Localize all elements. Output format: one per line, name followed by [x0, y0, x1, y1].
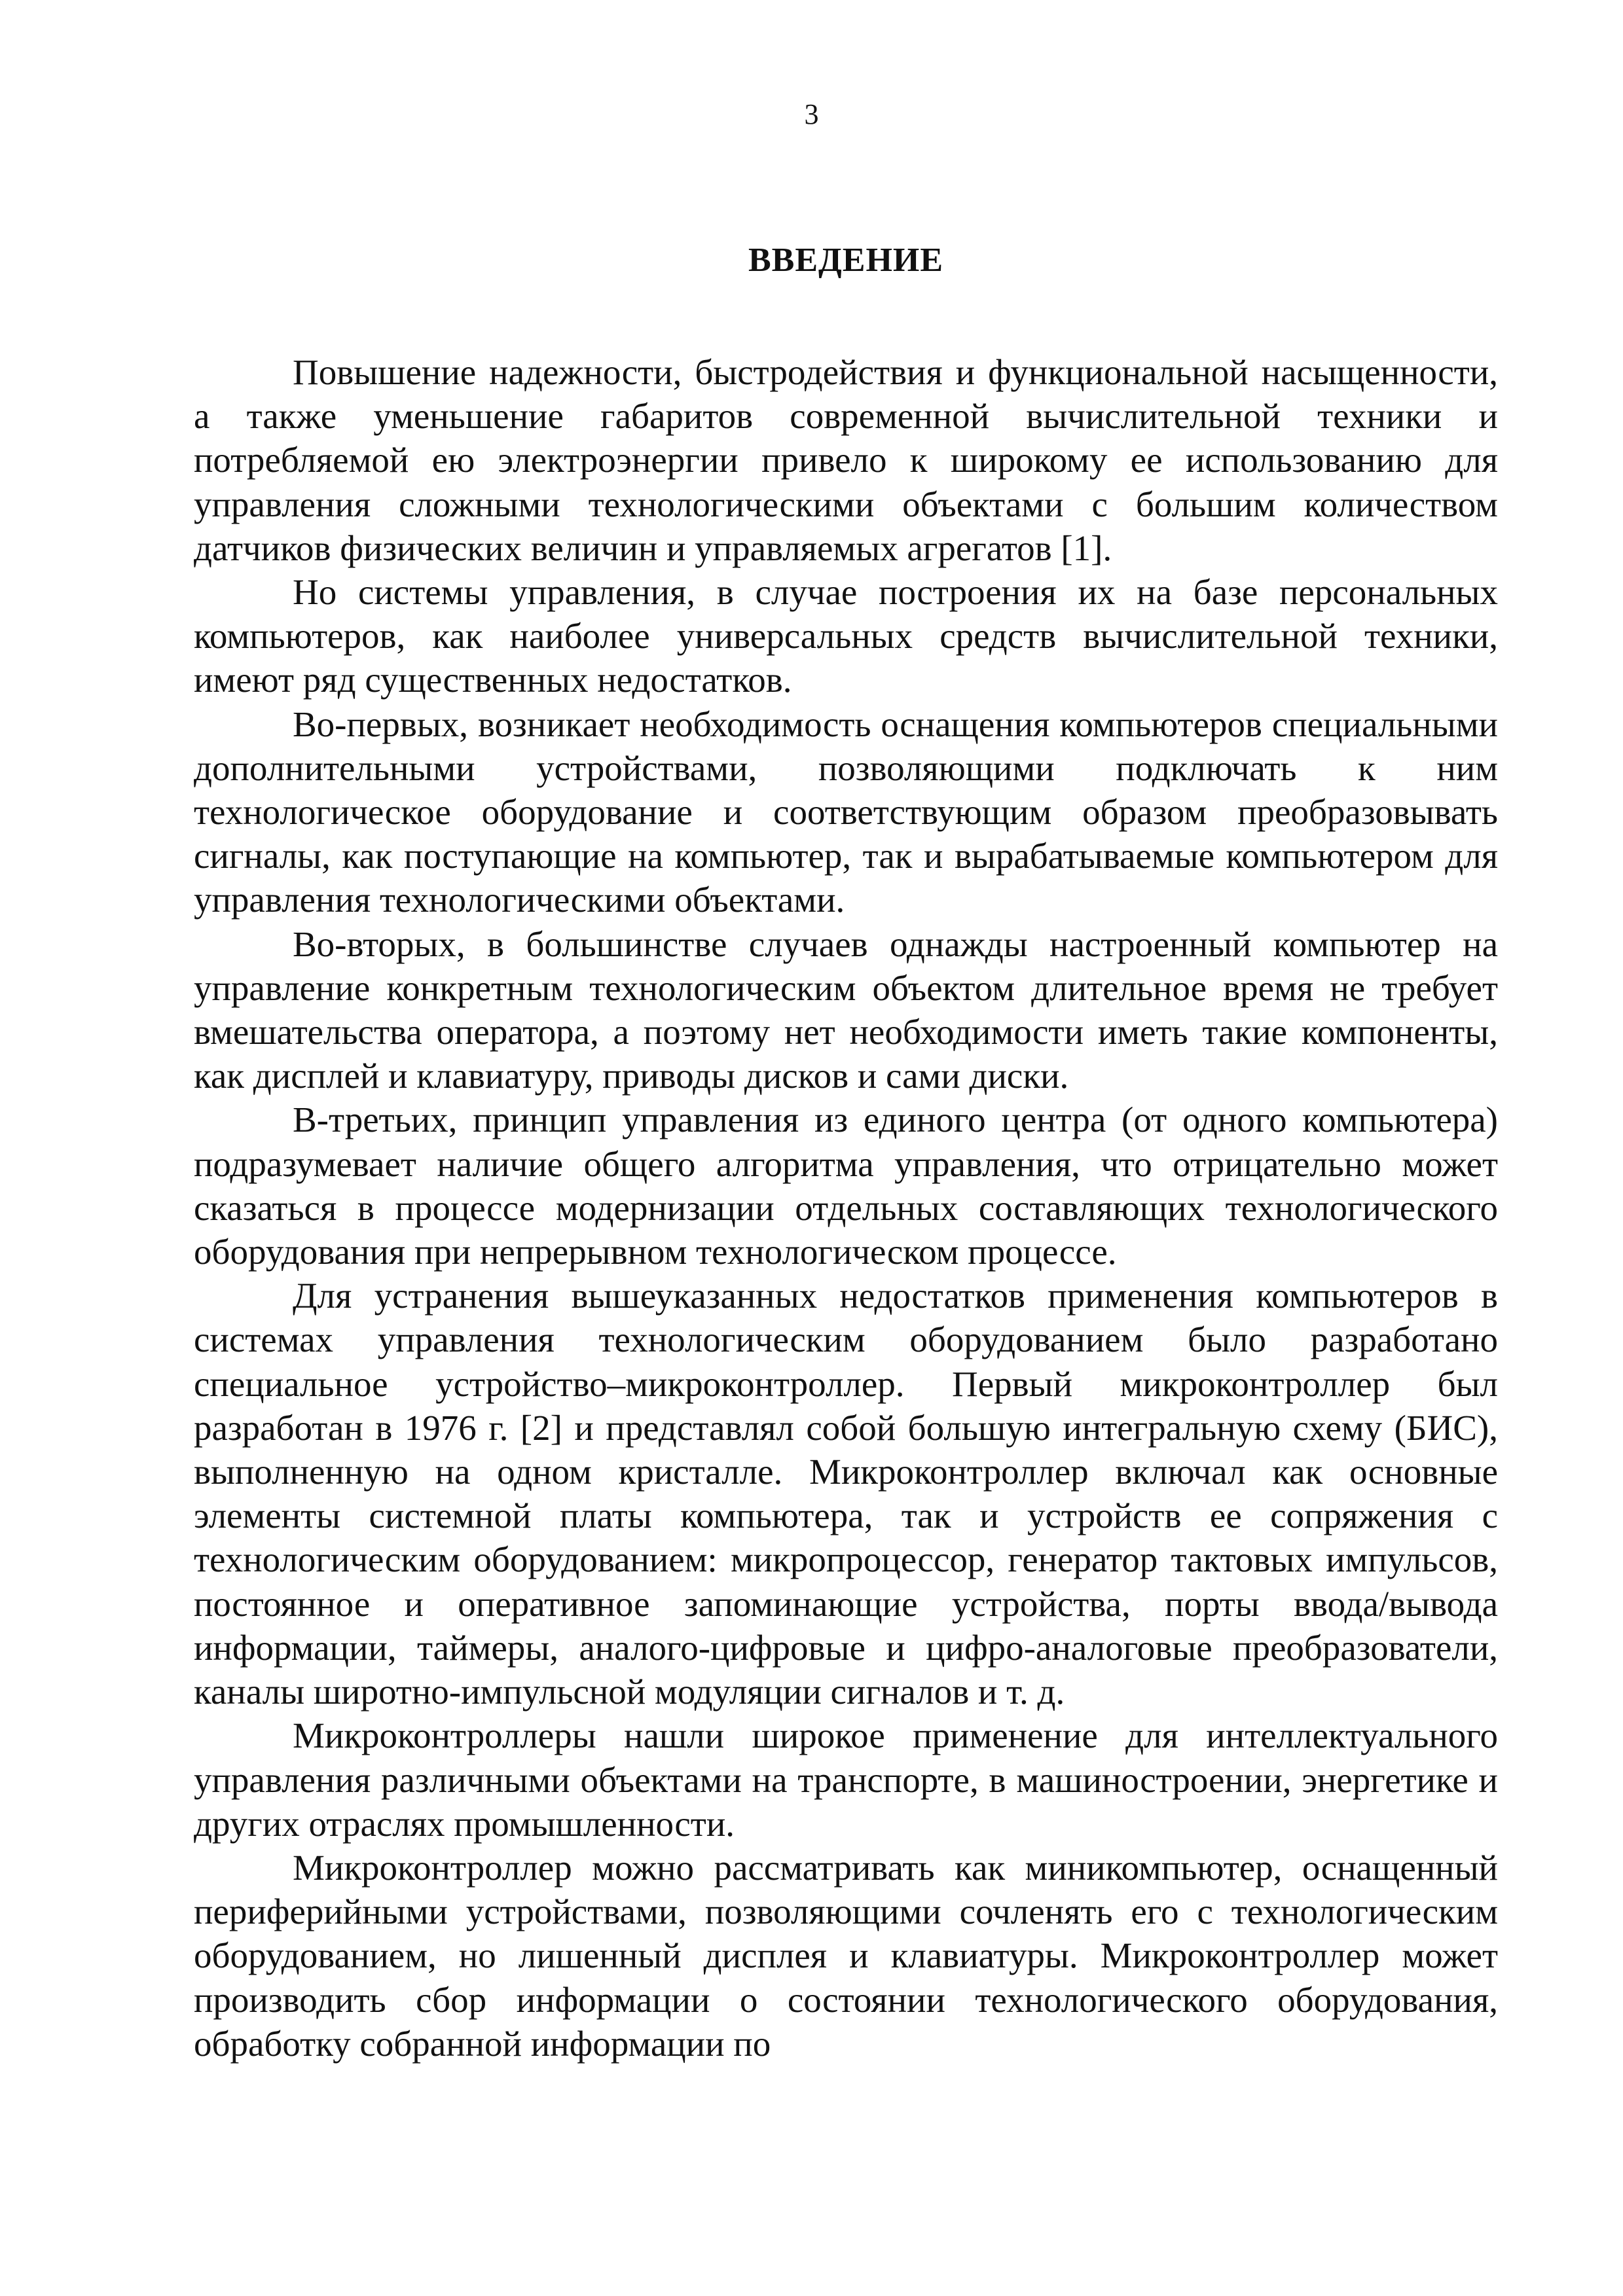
document-body: [194, 239, 1498, 2066]
paragraph-1: Повышение надежности, быстродействия и функциональной насыщенности, а также уменьшение габаритов современной вычислительной техники и потребляемой ею электроэнергии привело к широкому ее использованию для управления сложными технологическими объектами с большим количеством датчиков физических величин и управляемых агрегатов [1].: [194, 352, 1498, 568]
paragraph-4: Во-вторых, в большинстве случаев однажды настроенный компьютер на управление конкретным технологическим объектом длительное время не требует вмешательства оператора, а поэтому нет необходимости иметь такие компоненты, как дисплей и клавиатуру, приводы дисков и сами диски.: [194, 924, 1498, 1096]
paragraph-6: Для устранения вышеуказанных недостатков применения компьютеров в системах управления технологическим оборудованием было разработано специальное устройство–микроконтроллер. Первый микроконтроллер был разработан в 1976 г. [2] и представлял собой большую интегральную схему (БИС), выполненную на одном кристалле. Микроконтроллер включал как основные элементы системной платы компьютера, так и устройств ее сопряжения с технологическим оборудованием: микропроцессор, генератор тактовых импульсов, постоянное и оперативное запоминающие устройства, порты ввода/вывода информации, таймеры, аналого-цифровые и цифро-аналоговые преобразователи, каналы широтно-импульсной модуляции сигналов и т. д.: [194, 1276, 1498, 1712]
page-number: 3: [804, 98, 819, 130]
paragraph-5: В-третьих, принцип управления из единого центра (от одного компьютера) подразумевает наличие общего алгоритма управления, что отрицательно может сказаться в процессе модернизации отдельных составляющих технологического оборудования при непрерывном технологическом процессе.: [194, 1100, 1498, 1272]
section-title: ВВЕДЕНИЕ: [748, 242, 944, 279]
paragraph-8: Микроконтроллер можно рассматривать как миникомпьютер, оснащенный периферийными устройствами, позволяющими сочленять его с технологическим оборудованием, но лишенный дисплея и клавиатуры. Микроконтроллер может производить сбор информации о состоянии технологического оборудования, обработку собранной информации по: [194, 1847, 1498, 2064]
paragraph-7: Микроконтроллеры нашли широкое применение для интеллектуального управления различными объектами на транспорте, в машиностроении, энергетике и других отраслях промышленности.: [194, 1715, 1498, 1844]
paragraph-3: Во-первых, возникает необходимость оснащения компьютеров специальными дополнительными устройствами, позволяющими подключать к ним технологическое оборудование и соответствующим образом преобразовывать сигналы, как поступающие на компьютер, так и вырабатываемые компьютером для управления технологическими объектами.: [194, 704, 1498, 920]
paragraph-2: Но системы управления, в случае построения их на базе персональных компьютеров, как наиболее универсальных средств вычислительной техники, имеют ряд существенных недостатков.: [194, 572, 1498, 700]
